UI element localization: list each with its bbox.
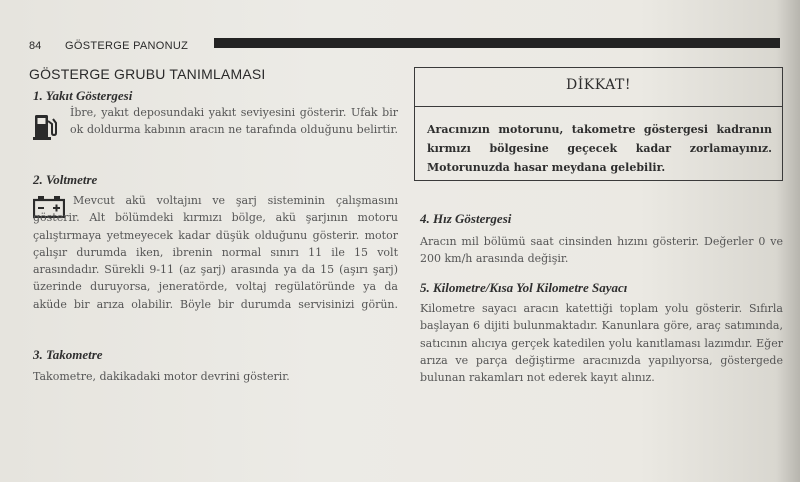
- page-number: 84: [29, 40, 42, 52]
- warning-title: DİKKAT!: [566, 77, 631, 93]
- warning-divider: [415, 106, 782, 107]
- odometer-text: Kilometre sayacı aracın katettiği toplam yolu gösterir. Sıfırla başlayan 6 dijiti bulunmaktadır. Kanunlara göre, araç satımında, satıcının alıcıya gerçek katedilen yolu kanıtlaması lazımdır. Eğer arıza ve parça değiştirme aracınızda yapılıyorsa, göstergede bulunan rakamları not ederek kayıt alınız.: [420, 302, 783, 385]
- odometer-heading: 5. Kilometre/Kısa Yol Kilometre Sayacı: [420, 280, 628, 295]
- tachometer-text: Takometre, dakikadaki motor devrini gösterir.: [33, 370, 290, 383]
- section-title: GÖSTERGE GRUBU TANIMLAMASI: [29, 66, 266, 82]
- speedometer-text: Aracın mil bölümü saat cinsinden hızını gösterir. Değerler 0 ve 200 km/h arasında değişir.: [420, 235, 783, 266]
- header-rule: [214, 38, 780, 48]
- fuel-gauge-text: İbre, yakıt deposundaki yakıt seviyesini gösterir. Ufak bir ok doldurma kabının aracın ne tarafında olduğunu belirtir.: [70, 106, 398, 137]
- warning-text: Aracınızın motorunu, takometre göstergesi kadranın kırmızı bölgesine geçecek kadar zorlamayınız. Motorunuzda hasar meydana gelebilir.: [427, 123, 772, 174]
- chapter-title: GÖSTERGE PANONUZ: [65, 40, 189, 52]
- fuel-gauge-heading: 1. Yakıt Göstergesi: [33, 88, 133, 103]
- speedometer-heading: 4. Hız Göstergesi: [420, 211, 512, 226]
- tachometer-heading: 3. Takometre: [33, 347, 103, 362]
- fuel-pump-icon: [33, 112, 57, 140]
- voltmeter-heading: 2. Voltmetre: [33, 172, 98, 187]
- warning-box: [414, 67, 783, 181]
- voltmeter-text: Mevcut akü voltajını ve şarj sisteminin çalışmasını gösterir. Alt bölümdeki kırmızı bölge, akü şarjının motoru çalıştırmaya yetmeyecek kadar düşük olduğunu gösterir. motor çalışır durumda iken, ibrenin normal sınırı 11 ile 15 volt arasındadır. Sürekli 9-11 (az şarj) arasında ya da 15 (aşırı şarj) üzerinde duruyorsa, jeneratörde, voltaj regülatöründe ya da aküde bir arıza olabilir. Böyle bir durumda servisinizi görün.: [33, 194, 398, 311]
